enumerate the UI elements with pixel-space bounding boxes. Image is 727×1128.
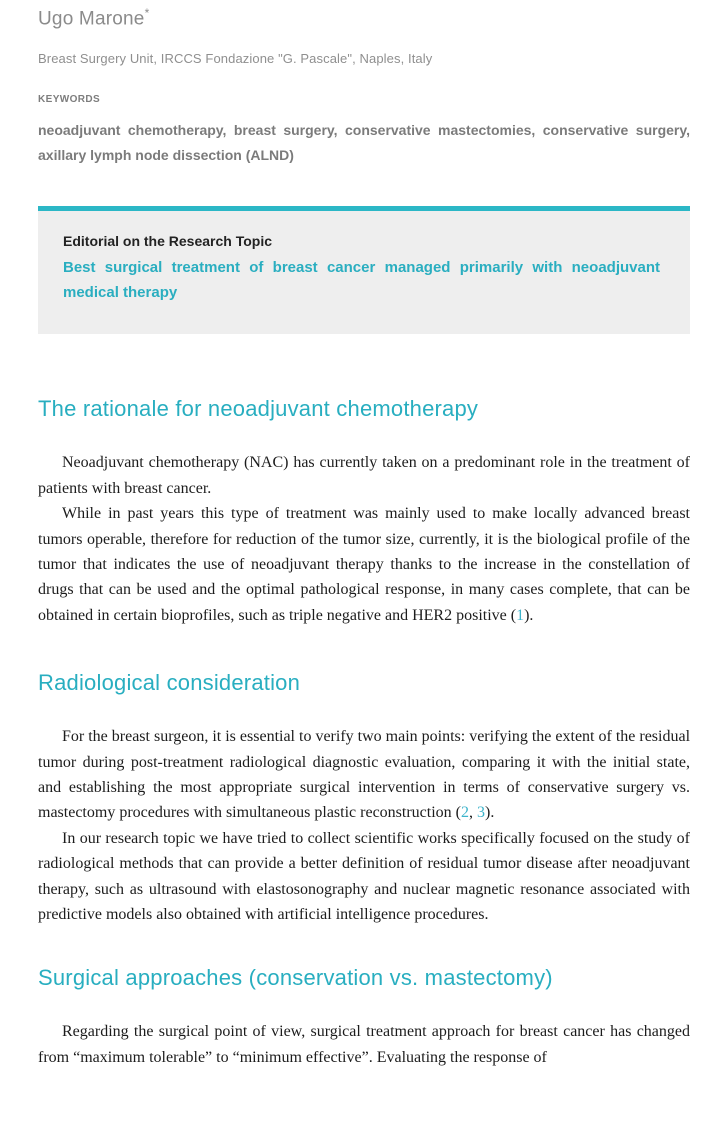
author-name-text: Ugo Marone [38,8,145,30]
paragraph [38,724,690,826]
article-header [38,6,690,168]
paragraph [38,501,690,628]
citation-link-3[interactable]: 3 [477,804,485,822]
section-heading-radiological: Radiological consideration [38,670,301,696]
citation-separator: , [469,804,477,822]
keywords-label: KEYWORDS [38,94,101,106]
editorial-label: Editorial on the Research Topic [63,233,273,250]
paragraph-text: ). [524,606,534,624]
corresponding-author-asterisk[interactable]: * [144,6,150,20]
paragraph: In our research topic we have tried to collect scientific works specifically focused on the study of radiological methods that can provide a better definition of residual tumor disease after neoadjuvant therapy, such as ultrasound with elastosonography and nuclear magnetic resonance associated with predictive models also obtained with artificial intelligence procedures. [38,829,690,924]
keywords-text: neoadjuvant chemotherapy, breast surgery, conservative mastectomies, conservative surgery, axillary lymph node dissection (ALND) [38,122,690,164]
section-surgical [38,963,690,1070]
section-heading-rationale: The rationale for neoadjuvant chemotherapy [38,396,479,422]
paragraph: Regarding the surgical point of view, surgical treatment approach for breast cancer has changed from “maximum tolerable” to “minimum effective”. Evaluating the response of [38,1023,690,1066]
paragraph-text: For the breast surgeon, it is essential to verify two main points: verifying the extent of the residual tumor during post-treatment radiological diagnostic evaluation, comparing it with the initial state, and establishing the most appropriate surgical intervention in terms of conservative surgery vs. mastectomy procedures with simultaneous plastic reconstruction ( [38,728,691,822]
editorial-banner [38,206,690,334]
section-heading-surgical: Surgical approaches (conservation vs. mastectomy) [38,965,553,991]
paragraph: Neoadjuvant chemotherapy (NAC) has currently taken on a predominant role in the treatment of patients with breast cancer. [38,454,690,497]
editorial-banner-body [38,211,690,334]
paragraph-text: While in past years this type of treatment was mainly used to make locally advanced breast tumors operable, therefore for reduction of the tumor size, currently, it is the biological profile of the tumor that indicates the use of neoadjuvant therapy thanks to the increase in the constellation of drugs that can be used and the optimal pathological response, in many cases complete, that can be obtained in certain bioprofiles, such as triple negative and HER2 positive ( [38,505,690,624]
citation-link-2[interactable]: 2 [461,804,469,822]
author-name [38,6,690,30]
paragraph-text: ). [485,804,495,822]
citation-link-1[interactable]: 1 [516,606,525,624]
section-rationale [38,394,690,628]
affiliation: Breast Surgery Unit, IRCCS Fondazione "G. Pascale", Naples, Italy [38,51,433,67]
section-radiological [38,668,690,927]
research-topic-link[interactable]: Best surgical treatment of breast cancer managed primarily with neoadjuvant medical therapy [63,259,660,302]
